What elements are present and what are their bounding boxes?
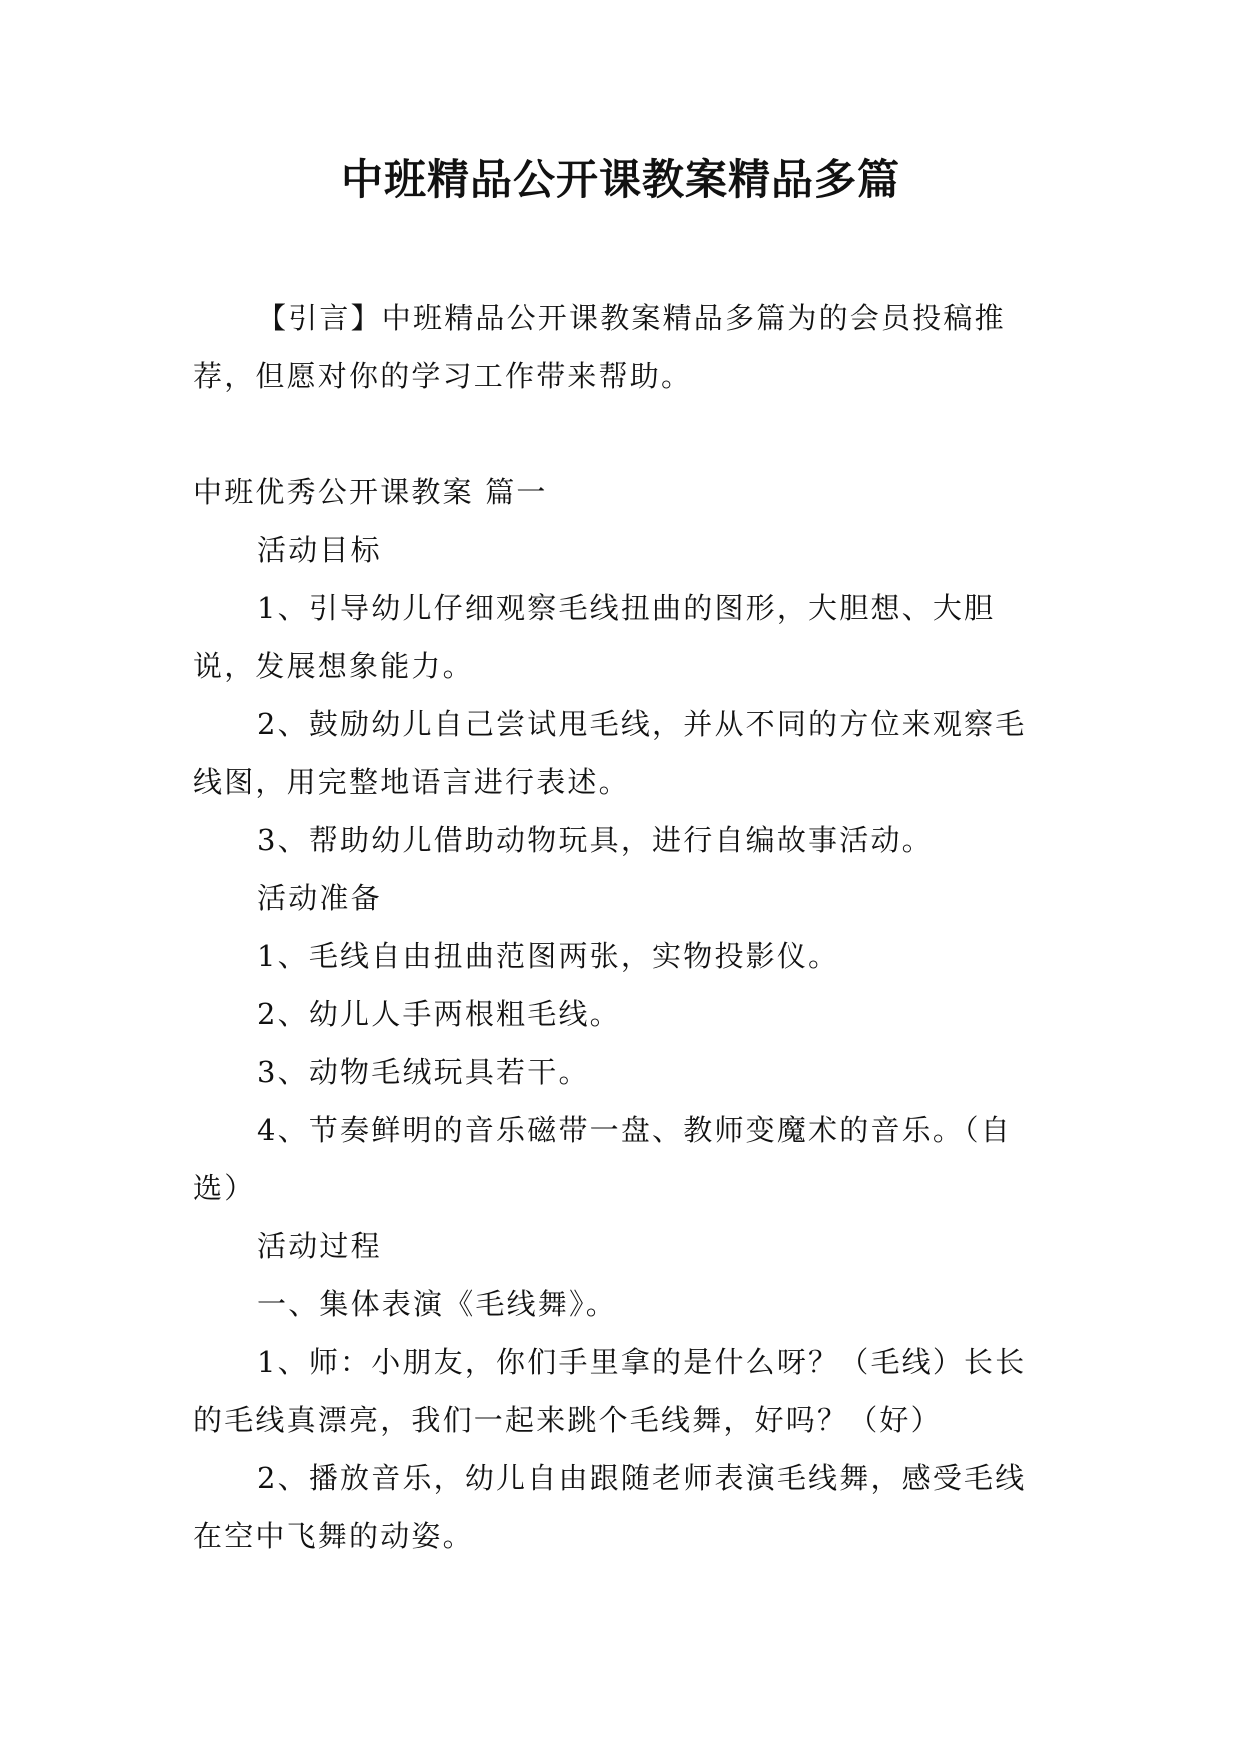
- preparation-item-3: 3、动物毛绒玩具若干。: [257, 1055, 590, 1089]
- goal-item-3: 3、帮助幼儿借助动物玩具，进行自编故事活动。: [257, 823, 933, 857]
- heading-activity-preparation: 活动准备: [257, 881, 382, 915]
- heading-activity-process: 活动过程: [257, 1229, 382, 1263]
- paragraph-gap: [193, 405, 1055, 463]
- process-substep-2: 2、播放音乐，幼儿自由跟随老师表演毛线舞，感受毛线在空中飞舞的动姿。: [193, 1461, 1027, 1553]
- intro-paragraph: 【引言】中班精品公开课教案精品多篇为的会员投稿推荐，但愿对你的学习工作带来帮助。: [193, 301, 1006, 393]
- process-step-1: 一、集体表演《毛线舞》。: [257, 1287, 617, 1321]
- preparation-item-4: 4、节奏鲜明的音乐磁带一盘、教师变魔术的音乐。（自选）: [193, 1113, 1012, 1205]
- preparation-item-2: 2、幼儿人手两根粗毛线。: [257, 997, 621, 1031]
- process-substep-1: 1、师：小朋友，你们手里拿的是什么呀？（毛线）长长的毛线真漂亮，我们一起来跳个毛线舞，好吗？（好）: [193, 1345, 1027, 1437]
- heading-activity-goals: 活动目标: [257, 533, 382, 567]
- document-body: [193, 289, 1055, 1565]
- document-title: 中班精品公开课教案精品多篇: [340, 155, 900, 204]
- section-heading: 中班优秀公开课教案 篇一: [193, 475, 548, 509]
- preparation-item-1: 1、毛线自由扭曲范图两张，实物投影仪。: [257, 939, 840, 973]
- goal-item-1: 1、引导幼儿仔细观察毛线扭曲的图形，大胆想、大胆说，发展想象能力。: [193, 591, 996, 683]
- goal-item-2: 2、鼓励幼儿自己尝试甩毛线，并从不同的方位来观察毛线图，用完整地语言进行表述。: [193, 707, 1027, 799]
